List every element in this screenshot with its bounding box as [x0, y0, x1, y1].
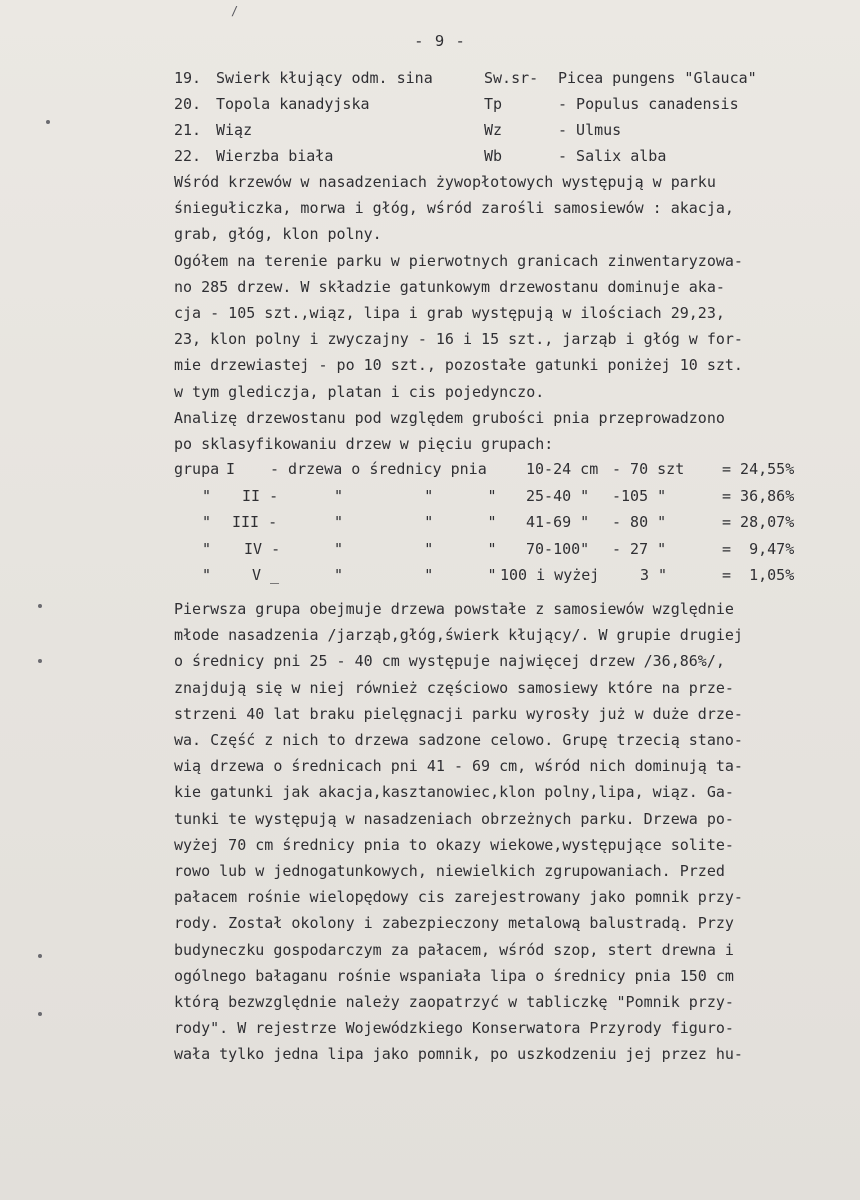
- group-range: 41-69 ": [526, 513, 590, 531]
- text-line: tunki te występują w nasadzeniach obrzeżnych parku. Drzewa po-: [174, 809, 734, 828]
- group-lead: grupa: [174, 460, 220, 478]
- species-name: Topola kanadyjska: [216, 95, 370, 113]
- margin-dot: [38, 954, 42, 958]
- text-line: którą bezwzględnie należy zaopatrzyć w tabliczkę "Pomnik przy-: [174, 993, 734, 1011]
- group-count: -105 ": [612, 486, 667, 505]
- text-line: po sklasyfikowaniu drzew w pięciu grupach:: [174, 435, 554, 453]
- species-latin: - Ulmus: [558, 121, 622, 139]
- text-line: o średnicy pni 25 - 40 cm występuje najwięcej drzew /36,86%/,: [174, 652, 725, 671]
- group-lead: ": [202, 566, 212, 584]
- species-number: 21.: [174, 121, 202, 139]
- text-line: rody. Został okolony i zabezpieczony metalową balustradą. Przy: [174, 914, 734, 933]
- group-roman: IV -: [244, 539, 281, 558]
- text-line: wyżej 70 cm średnicy pnia to okazy wiekowe,występujące solite-: [174, 835, 734, 854]
- text-line: śniegułiczka, morwa i głóg, wśród zarośli samosiewów : akacja,: [174, 199, 734, 218]
- page-number: - 9 -: [414, 32, 466, 50]
- group-desc: " " ": [334, 486, 497, 505]
- text-line: Ogółem na terenie parku w pierwotnych granicach zinwentaryzowa-: [174, 251, 743, 270]
- group-range: 70-100": [526, 539, 590, 558]
- text-line: wa. Część z nich to drzewa sadzone celowo. Grupę trzecią stano-: [174, 731, 743, 749]
- species-number: 19.: [174, 69, 202, 87]
- text-line: ogólnego bałaganu rośnie wspaniała lipa o średnicy pnia 150 cm: [174, 966, 734, 985]
- species-abbr: Wz: [484, 121, 503, 139]
- group-desc: " " ": [334, 566, 497, 584]
- group-lead: ": [202, 486, 212, 505]
- text-line: rody". W rejestrze Wojewódzkiego Konserwatora Przyrody figuro-: [174, 1019, 734, 1038]
- group-percent: = 24,55%: [722, 460, 795, 478]
- margin-dot: [38, 659, 42, 663]
- group-count: - 70 szt: [612, 460, 685, 478]
- group-range: 100 i wyżej: [500, 566, 600, 584]
- text-line: Analizę drzewostanu pod względem grubości pnia przeprowadzono: [174, 408, 725, 427]
- text-line: Pierwsza grupa obejmuje drzewa powstałe z samosiewów względnie: [174, 600, 734, 618]
- text-line: wią drzewa o średnicach pni 41 - 69 cm, wśród nich dominują ta-: [174, 757, 743, 776]
- species-number: 22.: [174, 147, 202, 165]
- text-line: cja - 105 szt.,wiąz, lipa i grab występują w ilościach 29,23,: [174, 304, 725, 322]
- group-roman: I: [226, 460, 236, 478]
- group-count: 3 ": [640, 566, 668, 584]
- species-abbr: Wb: [484, 147, 503, 165]
- text-line: Wśród krzewów w nasadzeniach żywopłotowych występują w parku: [174, 173, 716, 191]
- text-line: budyneczku gospodarczym za pałacem, wśród szop, stert drewna i: [174, 940, 734, 959]
- group-desc: - drzewa o średnicy pnia: [270, 460, 487, 478]
- group-desc: " " ": [334, 539, 497, 558]
- pencil-mark: /: [231, 4, 239, 18]
- text-line: no 285 drzew. W składzie gatunkowym drzewostanu dominuje aka-: [174, 277, 725, 296]
- group-range: 25-40 ": [526, 486, 590, 505]
- group-desc: " " ": [334, 513, 497, 531]
- group-roman: V _: [252, 566, 280, 584]
- text-line: znajdują się w niej również częściowo samosiewy które na prze-: [174, 678, 734, 697]
- text-line: 23, klon polny i zwyczajny - 16 i 15 szt., jarząb i głóg w for-: [174, 330, 743, 349]
- species-latin: Picea pungens "Glauca": [558, 69, 757, 87]
- text-line: grab, głóg, klon polny.: [174, 225, 382, 244]
- species-name: Swierk kłujący odm. sina: [216, 69, 433, 87]
- group-percent: = 1,05%: [722, 566, 795, 584]
- text-line: pałacem rośnie wielopędowy cis zarejestrowany jako pomnik przy-: [174, 888, 743, 907]
- group-lead: ": [202, 539, 212, 558]
- species-abbr: Tp: [484, 95, 503, 113]
- species-number: 20.: [174, 95, 202, 113]
- margin-dot: [46, 120, 50, 124]
- margin-dot: [38, 1012, 42, 1016]
- species-name: Wiąz: [216, 121, 253, 139]
- group-roman: III -: [232, 513, 278, 531]
- group-percent: = 9,47%: [722, 539, 795, 558]
- text-line: strzeni 40 lat braku pielęgnacji parku wyrosły już w duże drze-: [174, 704, 743, 723]
- species-name: Wierzba biała: [216, 147, 334, 165]
- margin-dot: [38, 604, 42, 608]
- text-line: w tym glediczja, platan i cis pojedynczo.: [174, 382, 545, 401]
- group-percent: = 36,86%: [722, 486, 795, 505]
- group-range: 10-24 cm: [526, 460, 599, 478]
- group-count: - 27 ": [612, 539, 667, 558]
- group-roman: II -: [242, 486, 279, 505]
- species-latin: - Populus canadensis: [558, 95, 739, 113]
- text-line: wała tylko jedna lipa jako pomnik, po uszkodzeniu jej przez hu-: [174, 1045, 743, 1064]
- text-line: młode nasadzenia /jarząb,głóg,świerk kłujący/. W grupie drugiej: [174, 626, 743, 645]
- text-line: mie drzewiastej - po 10 szt., pozostałe gatunki poniżej 10 szt.: [174, 356, 743, 375]
- group-percent: = 28,07%: [722, 513, 795, 531]
- text-line: kie gatunki jak akacja,kasztanowiec,klon polny,lipa, wiąz. Ga-: [174, 783, 734, 802]
- group-count: - 80 ": [612, 513, 667, 531]
- text-line: rowo lub w jednogatunkowych, niewielkich zgrupowaniach. Przed: [174, 862, 725, 880]
- species-latin: - Salix alba: [558, 147, 667, 165]
- group-lead: ": [202, 513, 212, 531]
- species-abbr: Sw.sr-: [484, 69, 539, 87]
